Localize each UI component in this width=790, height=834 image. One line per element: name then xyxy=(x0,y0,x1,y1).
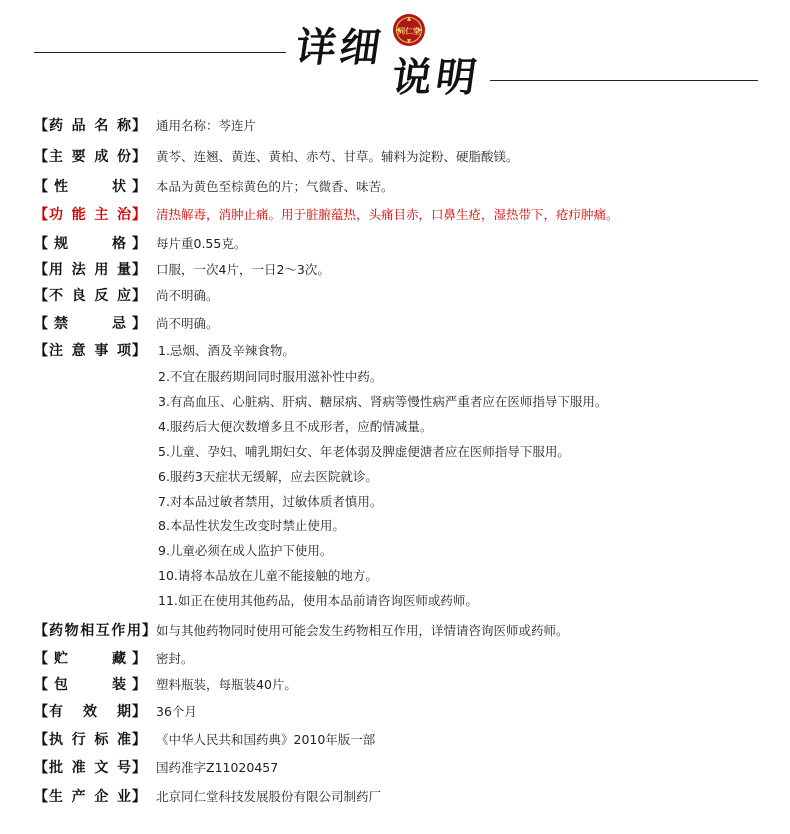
row-value: 北京同仁堂科技发展股份有限公司制药厂 xyxy=(156,789,382,804)
row-dosage xyxy=(0,258,790,282)
label-text: 性 状 xyxy=(54,179,126,195)
row-label: 【 药 品 名 称 】 xyxy=(34,114,146,138)
row-label: 【 禁 忌 】 xyxy=(34,312,146,336)
row-label: 【 规 格 】 xyxy=(34,232,146,256)
precaution-item: 7.对本品过敏者禁用，过敏体质者慎用。 xyxy=(158,494,383,509)
precaution-item: 9.儿童必须在成人监护下使用。 xyxy=(158,543,333,558)
header xyxy=(0,0,790,110)
row-label: 【 注 意 事 项 】 xyxy=(34,339,146,363)
row-value: 口服，一次4片，一日2～3次。 xyxy=(156,262,330,277)
row-value: 尚不明确。 xyxy=(156,316,219,331)
brand-seal-icon xyxy=(392,13,426,47)
row-label: 【 有 效 期 】 xyxy=(34,700,146,724)
label-text: 用 法 用 量 xyxy=(49,262,131,278)
row-label: 【 功 能 主 治 】 xyxy=(34,203,146,227)
row-storage xyxy=(0,647,790,671)
row-label: 【 不 良 反 应 】 xyxy=(34,284,146,308)
precaution-item: 3.有高血压、心脏病、肝病、糖尿病、肾病等慢性病严重者应在医师指导下服用。 xyxy=(158,394,608,409)
row-ingredients xyxy=(0,145,790,169)
row-indications xyxy=(0,203,790,227)
row-value: 本品为黄色至棕黄色的片；气微香、味苦。 xyxy=(156,179,394,194)
precaution-item: 5.儿童、孕妇、哺乳期妇女、年老体弱及脾虚便溏者应在医师指导下服用。 xyxy=(158,444,570,459)
row-approval-number xyxy=(0,756,790,780)
precaution-item: 2.不宜在服药期间同时服用滋补性中药。 xyxy=(158,369,383,384)
row-package xyxy=(0,673,790,697)
precaution-item: 10.请将本品放在儿童不能接触的地方。 xyxy=(158,568,378,583)
row-specification xyxy=(0,232,790,256)
row-value: 36个月 xyxy=(156,704,197,719)
label-text: 不 良 反 应 xyxy=(49,288,131,304)
label-text: 批 准 文 号 xyxy=(49,760,131,776)
label-text: 注 意 事 项 xyxy=(49,343,131,359)
label-text: 执 行 标 准 xyxy=(49,732,131,748)
row-value: 塑料瓶装，每瓶装40片。 xyxy=(156,677,297,692)
row-value: 尚不明确。 xyxy=(156,288,219,303)
label-text: 生 产 企 业 xyxy=(49,789,131,805)
label-text: 禁 忌 xyxy=(54,316,126,332)
row-value: 如与其他药物同时使用可能会发生药物相互作用，详情请咨询医师或药师。 xyxy=(156,623,569,638)
precaution-item: 1.忌烟、酒及辛辣食物。 xyxy=(158,343,295,358)
label-text: 贮 藏 xyxy=(54,651,126,667)
precaution-item: 4.服药后大便次数增多且不成形者，应酌情减量。 xyxy=(158,419,433,434)
label-text: 药 品 名 称 xyxy=(49,118,131,134)
row-label: 【 性 状 】 xyxy=(34,175,146,199)
precaution-item: 8.本品性状发生改变时禁止使用。 xyxy=(158,518,345,533)
label-text: 规 格 xyxy=(54,236,126,252)
row-value: 每片重0.55克。 xyxy=(156,236,247,251)
row-appearance xyxy=(0,175,790,199)
row-label: 【 包 装 】 xyxy=(34,673,146,697)
row-label: 【 主 要 成 份 】 xyxy=(34,145,146,169)
row-value: 《中华人民共和国药典》2010年版一部 xyxy=(156,732,376,747)
row-label: 【 执 行 标 准 】 xyxy=(34,728,146,752)
row-value: 清热解毒，消肿止痛。用于脏腑蕴热，头痛目赤，口鼻生疮，湿热带下，疮疖肿痛。 xyxy=(156,207,619,222)
row-adverse-reactions xyxy=(0,284,790,308)
row-label: 【 生 产 企 业 】 xyxy=(34,785,146,809)
precaution-item: 6.服药3天症状无缓解，应去医院就诊。 xyxy=(158,469,378,484)
row-label: 【 用 法 用 量 】 xyxy=(34,258,146,282)
title-part2: 说明 xyxy=(388,54,484,101)
seal-text: 同仁堂 xyxy=(397,26,421,36)
row-label: 【 批 准 文 号 】 xyxy=(34,756,146,780)
row-manufacturer xyxy=(0,785,790,809)
precaution-item: 11.如正在使用其他药品，使用本品前请咨询医师或药师。 xyxy=(158,593,478,608)
title-part1: 详细 xyxy=(292,24,388,71)
label-text: 有 效 期 xyxy=(49,704,131,720)
row-value: 密封。 xyxy=(156,651,194,666)
row-shelf-life xyxy=(0,700,790,724)
row-contraindications xyxy=(0,312,790,336)
label-text: 包 装 xyxy=(54,677,126,693)
header-rule-left xyxy=(34,52,286,53)
row-value: 国药准字Z11020457 xyxy=(156,760,279,775)
header-rule-right xyxy=(490,80,758,81)
label-text: 主 要 成 份 xyxy=(49,149,131,165)
row-value: 黄芩、连翘、黄连、黄柏、赤芍、甘草。辅料为淀粉、硬脂酸镁。 xyxy=(156,149,519,164)
row-value: 通用名称：芩连片 xyxy=(156,118,257,133)
row-precautions xyxy=(0,339,790,363)
label-text: 药 物 相 互 作 用 xyxy=(49,623,141,639)
row-drug-name xyxy=(0,114,790,138)
row-standard xyxy=(0,728,790,752)
row-drug-interactions xyxy=(0,619,790,643)
row-label: 【 药 物 相 互 作 用 】 xyxy=(34,619,156,643)
row-label: 【 贮 藏 】 xyxy=(34,647,146,671)
label-text: 功 能 主 治 xyxy=(49,207,131,223)
